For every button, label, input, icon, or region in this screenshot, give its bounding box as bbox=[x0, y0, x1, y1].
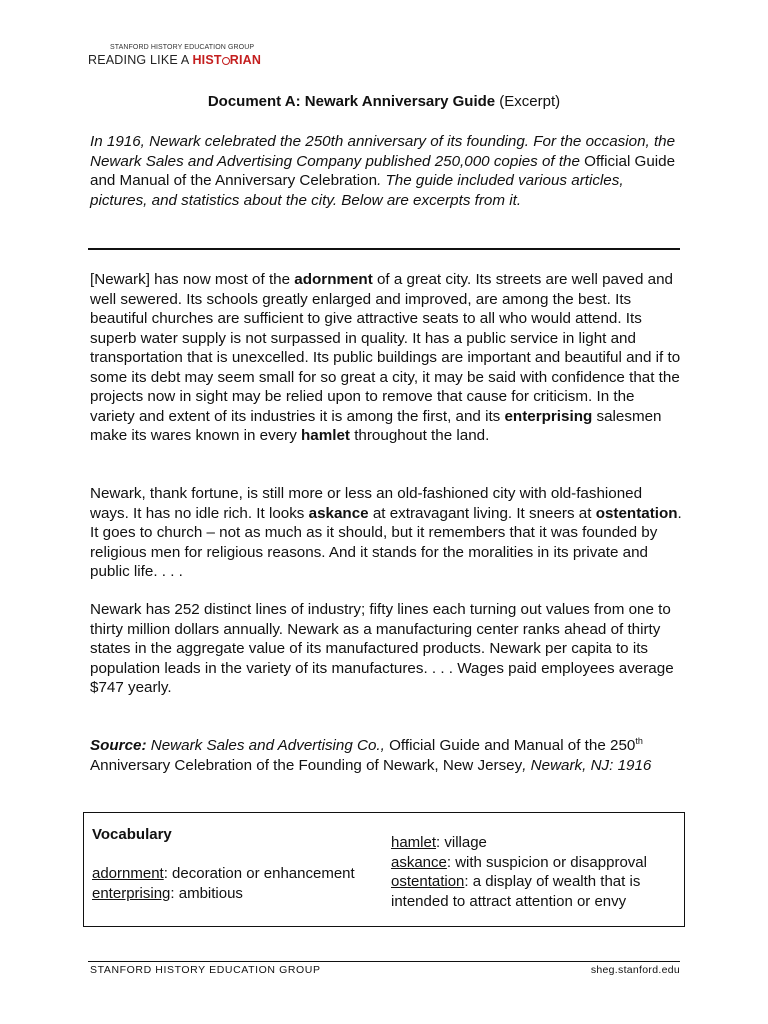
source-title-b: Anniversary Celebration of the Founding of Newark, New Jersey bbox=[90, 756, 523, 774]
footer-org-name: STANFORD HISTORY EDUCATION GROUP bbox=[90, 964, 321, 976]
footer-divider bbox=[88, 961, 680, 962]
source-place: , Newark, NJ: 1916 bbox=[522, 756, 652, 774]
source-publisher: Newark Sales and Advertising Co., bbox=[146, 737, 385, 754]
vocabulary-box bbox=[83, 812, 685, 927]
p1-term-enterprising: enterprising bbox=[504, 407, 593, 425]
vocabulary-heading: Vocabulary bbox=[92, 826, 172, 843]
logo-title bbox=[88, 53, 261, 67]
vocab-definition: : with suspicion or disapproval bbox=[446, 853, 647, 871]
intro-text-2: . The guide included various articles, pictures, and statistics about the city. Below are excerpts from it. bbox=[90, 172, 624, 209]
vocab-term: adornment bbox=[92, 865, 164, 882]
source-title-a: Official Guide and Manual of the 250 bbox=[384, 737, 636, 754]
source-label: Source: bbox=[90, 737, 147, 754]
p1-term-adornment: adornment bbox=[294, 271, 373, 288]
excerpt-paragraph-3: Newark has 252 distinct lines of industry; fifty lines each turning out values from one to thirty million dollars annually. Newark as a manufacturing center ranks ahead of thirty states in the aggregate value of its manufactured products. Newark per capita to its population leads in the variety of its manufactures. . . . Wages paid employees average $747 yearly. bbox=[90, 601, 674, 696]
logo-title-prefix: READING LIKE A bbox=[88, 53, 193, 67]
section-divider bbox=[88, 248, 680, 250]
footer-website-link[interactable]: sheg.stanford.edu bbox=[590, 964, 680, 976]
vocab-definition: : ambitious bbox=[170, 884, 243, 902]
source-citation bbox=[90, 736, 682, 775]
vocab-term: askance bbox=[391, 853, 447, 871]
sheg-logo bbox=[88, 44, 262, 70]
vocab-entry bbox=[92, 884, 355, 904]
p2-term-askance: askance bbox=[308, 504, 369, 522]
p1-text-g: throughout the land. bbox=[349, 427, 490, 444]
p2-text-a: Newark, thank fortune, is still more or less an old-fashioned city with old-fashioned ways. It has no idle rich. It looks bbox=[90, 485, 643, 522]
p1-term-hamlet: hamlet bbox=[301, 427, 350, 444]
document-title bbox=[0, 93, 768, 110]
vocab-term: ostentation bbox=[391, 873, 465, 890]
vocab-definition: : village bbox=[436, 834, 487, 851]
logo-title-hist: HIST bbox=[192, 53, 222, 67]
vocab-definition: : decoration or enhancement bbox=[163, 865, 355, 882]
magnifier-icon bbox=[222, 57, 230, 65]
vocab-definition: : a display of wealth that is intended to attract attention or envy bbox=[391, 873, 641, 910]
vocab-entry bbox=[391, 853, 681, 873]
intro-text-1: In 1916, Newark celebrated the 250th anniversary of its founding. For the occasion, the Newark Sales and Advertising Company published 250,000 copies of the bbox=[90, 133, 676, 170]
logo-title-rian: RIAN bbox=[229, 53, 262, 67]
vocab-entry bbox=[391, 833, 681, 853]
vocab-entry bbox=[92, 864, 355, 884]
vocabulary-right-column bbox=[391, 833, 681, 911]
p2-text-c: at extravagant living. It sneers at bbox=[368, 504, 596, 522]
intro-book-title: Official Guide and Manual of the Anniversary Celebration bbox=[90, 152, 676, 189]
vocabulary-left-column bbox=[92, 864, 355, 903]
excerpt-paragraph-1 bbox=[90, 270, 682, 446]
vocab-entry bbox=[391, 872, 681, 911]
document-title-rest: (Excerpt) bbox=[495, 93, 561, 110]
p1-text-e: salesmen make its wares known in every bbox=[90, 407, 662, 444]
p1-text-c: of a great city. Its streets are well paved and well sewered. Its schools greatly enlarged and improved, are among the best. Its beautiful churches are sufficient to give attractive seats to all who would attend. Its superb water supply is not surpassed in quality. It has a public service in light and transportation that is unexcelled. Its public buildings are important and beautiful and if to some its debt may seem small for so great a city, it may be said with confidence that the projects now in sight may be relied upon to remove that cause for criticism. In the variety and extent of its industries it is among the first, and its bbox=[90, 271, 681, 425]
p2-text-e: . It goes to church – not as much as it should, but it remembers that it was founded by religious men for religious reasons. And it stands for the moralities in its private and public life. . . . bbox=[90, 504, 682, 580]
excerpt-paragraph-2 bbox=[90, 484, 682, 582]
vocab-term: hamlet bbox=[391, 834, 437, 851]
p2-term-ostentation: ostentation bbox=[595, 504, 678, 522]
document-title-bold: Document A: Newark Anniversary Guide bbox=[207, 93, 496, 110]
intro-paragraph bbox=[90, 132, 680, 210]
source-superscript: th bbox=[635, 736, 643, 746]
vocab-term: enterprising bbox=[92, 884, 171, 902]
logo-org-name: STANFORD HISTORY EDUCATION GROUP bbox=[110, 44, 255, 51]
p1-text-a: [Newark] has now most of the bbox=[90, 271, 295, 288]
